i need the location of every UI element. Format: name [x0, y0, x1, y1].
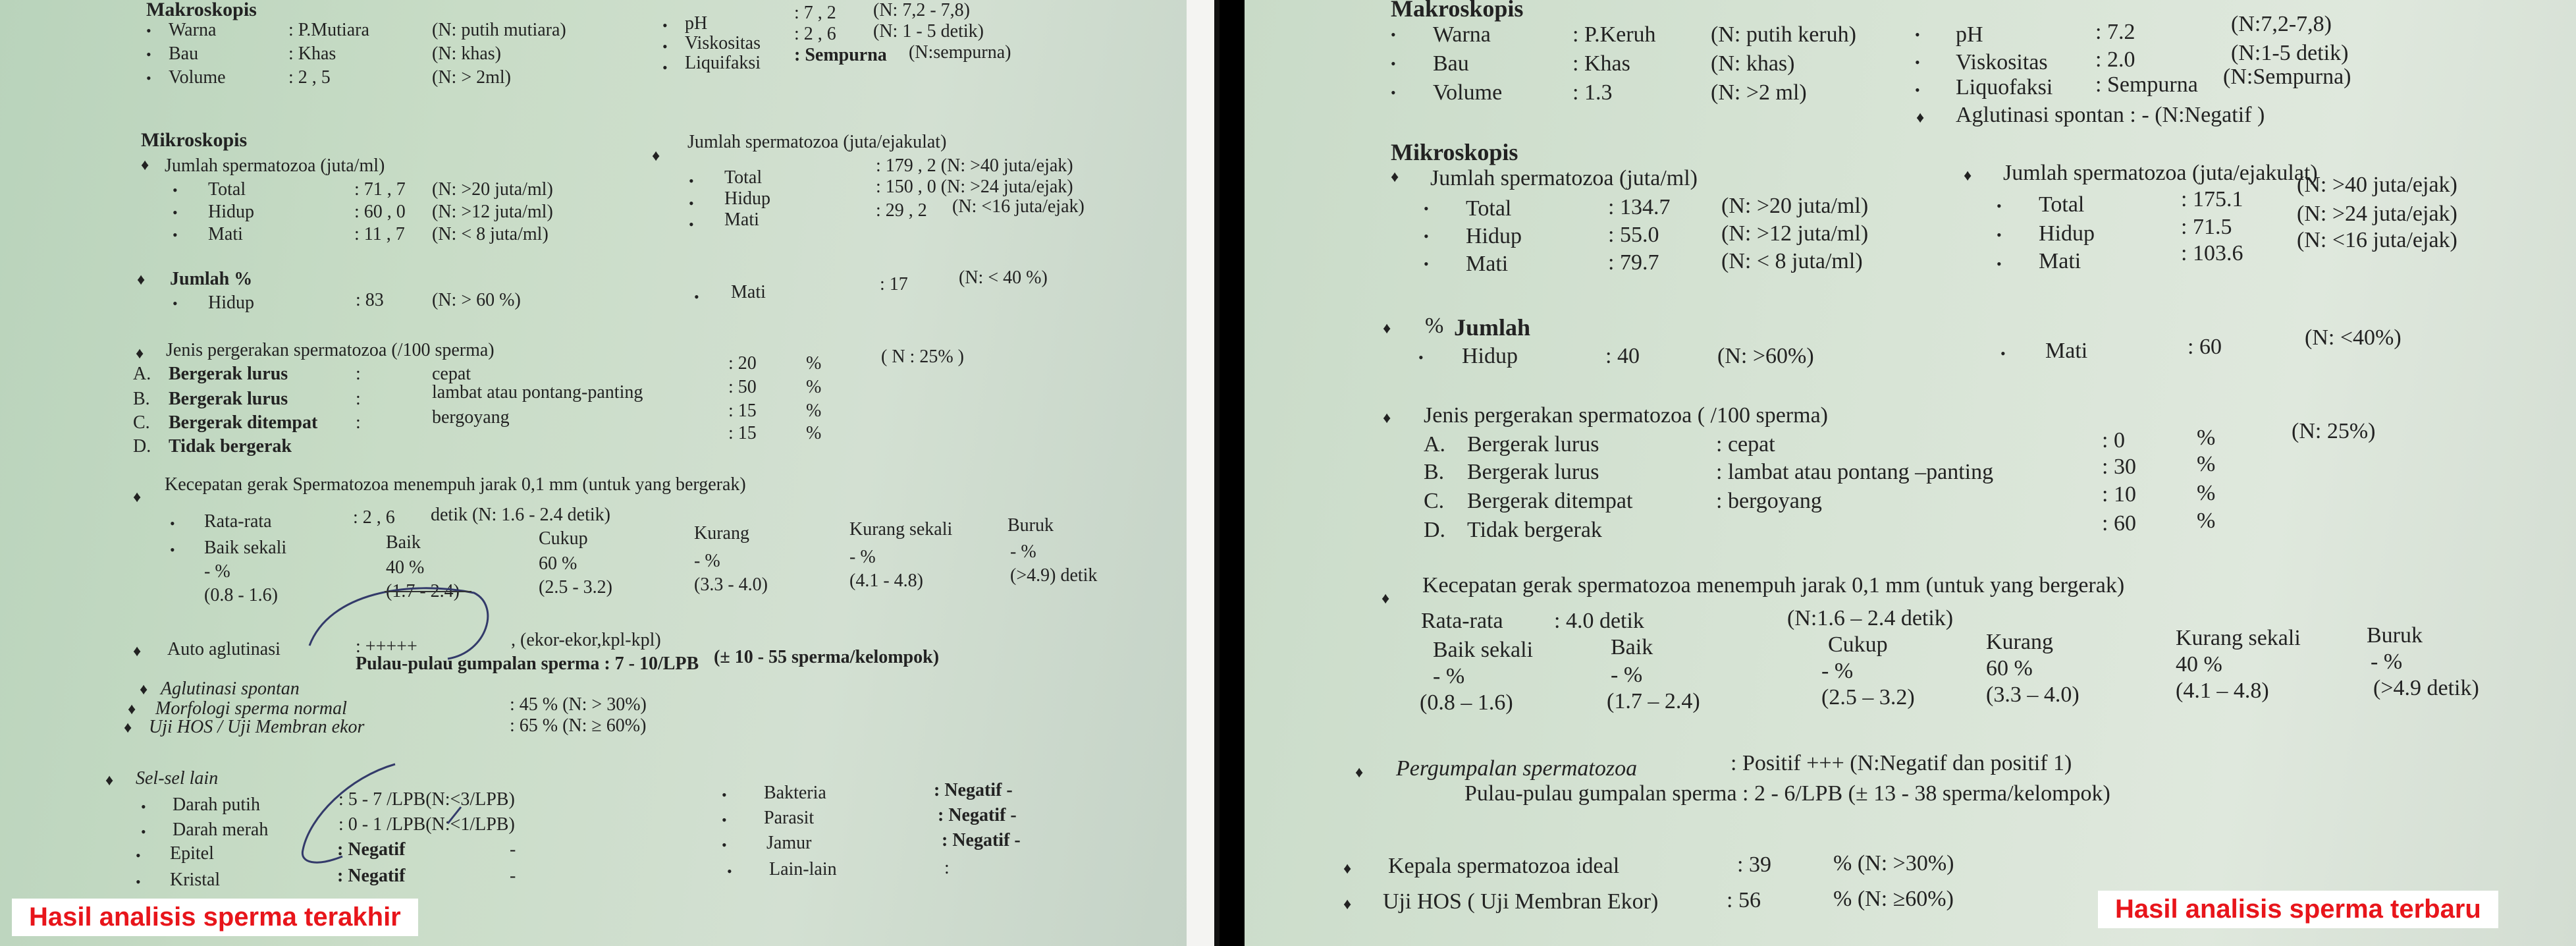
normal-mati-ejak: (N: <16 juta/ejak)	[2297, 228, 2457, 252]
diamond-bullet-icon: ♦	[124, 719, 132, 737]
kecepatan-header: Baik sekali	[204, 538, 287, 558]
row-letter: B.	[1424, 460, 1445, 484]
value-bakteria: : Negatif -	[934, 780, 1013, 800]
value-mati-persen: : 17	[880, 274, 908, 294]
normal-mati-ml: (N: < 8 juta/ml)	[432, 224, 549, 244]
kecepatan-range: (4.1 – 4.8)	[2176, 679, 2269, 703]
label-total-ml: Total	[208, 179, 246, 200]
kecepatan-value: - %	[1010, 542, 1036, 562]
value-hidup-persen: : 40	[1605, 344, 1640, 368]
normal-rata-rata: detik (N: 1.6 - 2.4 detik)	[431, 505, 610, 525]
row-colon: :	[356, 412, 361, 433]
label-pergumpalan: Pergumpalan spermatozoa	[1396, 756, 1638, 781]
row-letter: C.	[1424, 489, 1445, 513]
normal-mati-persen: (N: < 40 %)	[959, 267, 1048, 288]
label-rata-rata: Rata-rata	[204, 511, 272, 532]
kecepatan-range: (4.1 - 4.8)	[849, 570, 923, 591]
row-letter: B.	[133, 389, 150, 409]
kecepatan-header: Cukup	[539, 528, 588, 549]
bullet-icon: •	[727, 863, 732, 879]
diamond-bullet-icon: ♦	[1383, 410, 1391, 427]
label-bau: Bau	[1433, 51, 1469, 76]
diamond-bullet-icon: ♦	[105, 772, 114, 789]
row-letter: A.	[133, 364, 151, 384]
value-jamur: : Negatif -	[942, 830, 1021, 850]
bullet-icon: •	[1418, 349, 1424, 366]
value-kristal-dash: -	[510, 866, 516, 886]
diamond-bullet-icon: ♦	[141, 157, 149, 174]
kecepatan-header: Buruk	[2367, 623, 2423, 648]
row-desc: : bergoyang	[1716, 489, 1822, 513]
value-mati-ejak: : 103.6	[2181, 241, 2243, 265]
value-parasit: : Negatif -	[938, 805, 1017, 825]
row-name: Bergerak lurus	[169, 389, 288, 409]
value-mati-ejak: : 29 , 2	[876, 200, 927, 221]
normal-bau: (N: khas)	[1711, 51, 1795, 76]
value-ph: : 7 , 2	[794, 3, 836, 23]
heading-jumlah-per-ml: Jumlah spermatozoa (juta/ml)	[165, 155, 385, 176]
row-name: Bergerak ditempat	[1467, 489, 1633, 513]
kecepatan-range: (>4.9) detik	[1010, 565, 1098, 586]
value-ph: : 7.2	[2095, 20, 2135, 44]
normal-uji-hos: % (N: ≥60%)	[1833, 887, 1954, 911]
bullet-icon: •	[141, 798, 146, 815]
kecepatan-header: Buruk	[1007, 515, 1054, 536]
value-hidup-ejak: : 150 , 0 (N: >24 juta/ejak)	[876, 177, 1073, 197]
label-ph: pH	[1956, 22, 1983, 47]
kecepatan-header: Baik sekali	[1433, 638, 1534, 662]
bullet-icon: •	[1424, 200, 1429, 217]
value-viskositas: : 2 , 6	[794, 24, 836, 44]
note-pulau-gumpalan: (± 10 - 55 sperma/kelompok)	[714, 647, 940, 667]
normal-warna: (N: putih mutiara)	[432, 20, 566, 40]
normal-total-ml: (N: >20 juta/ml)	[1721, 194, 1869, 218]
bullet-icon: •	[662, 38, 668, 55]
label-hidup-ml: Hidup	[208, 202, 254, 222]
row-desc: : cepat	[1716, 432, 1775, 457]
row-value: : 30	[2102, 455, 2136, 479]
value-darah-merah: : 0 - 1 /LPB(N:<1/LPB)	[338, 814, 515, 835]
row-value: : 15	[728, 423, 757, 443]
value-warna: : P.Keruh	[1572, 22, 1656, 47]
value-auto-aglutinasi: : +++++	[356, 636, 417, 657]
row-percent: %	[806, 401, 822, 421]
bullet-icon: •	[1915, 54, 1920, 70]
panel-divider	[1187, 0, 1216, 946]
label-hidup-ejak: Hidup	[2039, 221, 2095, 246]
label-aglutinasi-spontan: Aglutinasi spontan	[161, 679, 300, 699]
note-auto-aglutinasi: , (ekor-ekor,kpl-kpl)	[511, 630, 661, 650]
label-jamur: Jamur	[766, 833, 812, 853]
value-mati-ml: : 79.7	[1608, 250, 1659, 275]
row-percent: %	[2197, 426, 2216, 450]
value-epitel-dash: -	[510, 839, 516, 860]
left-report-photo	[0, 0, 1187, 946]
normal-hidup-ejak: (N: >24 juta/ejak)	[2297, 202, 2457, 226]
label-hidup-persen: Hidup	[1462, 344, 1518, 368]
value-volume: : 2 , 5	[288, 67, 331, 88]
normal-kepala-ideal: % (N: >30%)	[1833, 851, 1954, 876]
row-value: : 50	[728, 377, 757, 397]
label-volume: Volume	[169, 67, 226, 88]
label-ph: pH	[685, 13, 708, 34]
heading-kecepatan-gerak: Kecepatan gerak spermatozoa menempuh jarak 0,1 mm (untuk yang bergerak)	[1422, 573, 2125, 598]
normal-hidup-persen: (N: > 60 %)	[432, 290, 521, 310]
diamond-bullet-icon: ♦	[1355, 764, 1364, 781]
value-mati-persen: : 60	[2187, 335, 2222, 359]
kecepatan-header: Baik	[386, 532, 421, 553]
row-desc: : lambat atau pontang –panting	[1716, 460, 1994, 484]
kecepatan-header: Kurang	[694, 523, 749, 543]
kecepatan-value: - %	[849, 547, 876, 567]
normal-liquofaksi: (N:Sempurna)	[2223, 65, 2351, 89]
label-uji-hos: Uji HOS / Uji Membran ekor	[149, 717, 365, 737]
label-warna: Warna	[169, 20, 217, 40]
row-value: : 20	[728, 353, 757, 374]
row-percent: %	[2197, 452, 2216, 476]
value-liquofaksi: : Sempurna	[2095, 72, 2198, 97]
row-name: Bergerak lurus	[169, 364, 288, 384]
label-parasit: Parasit	[764, 808, 815, 828]
value-aglutinasi-spontan: Aglutinasi spontan : - (N:Negatif )	[1956, 103, 2265, 127]
bullet-icon: •	[173, 204, 178, 221]
bullet-icon: •	[146, 46, 151, 63]
kecepatan-range: (3.3 – 4.0)	[1986, 682, 2080, 707]
kecepatan-value: 40 %	[2176, 652, 2222, 677]
label-rata-rata: Rata-rata	[1421, 609, 1503, 633]
bullet-icon: •	[136, 874, 141, 890]
normal-mati-ml: (N: < 8 juta/ml)	[1721, 249, 1863, 273]
kecepatan-range: (2.5 – 3.2)	[1821, 685, 1915, 710]
value-epitel: : Negatif	[337, 839, 406, 860]
value-lain-lain: :	[944, 858, 950, 878]
normal-liquifaksi: (N:sempurna)	[909, 42, 1011, 63]
normal-ph: (N:7,2-7,8)	[2231, 12, 2332, 36]
normal-volume: (N: > 2ml)	[432, 67, 511, 88]
label-volume: Volume	[1433, 80, 1503, 105]
heading-kecepatan-gerak: Kecepatan gerak Spermatozoa menempuh jarak 0,1 mm (untuk yang bergerak)	[165, 474, 746, 495]
bullet-icon: •	[141, 823, 146, 840]
kecepatan-value: - %	[204, 561, 230, 582]
row-desc: cepat	[432, 364, 471, 384]
row-name: Tidak bergerak	[169, 436, 292, 457]
bullet-icon: •	[173, 227, 178, 243]
kecepatan-value: 40 %	[386, 557, 425, 578]
row-desc: lambat atau pontang-panting	[432, 382, 643, 403]
label-hidup-ml: Hidup	[1466, 224, 1522, 248]
kecepatan-value: - %	[1433, 664, 1465, 688]
caption-label: Hasil analisis sperma terbaru	[2098, 891, 2498, 928]
bullet-icon: •	[1997, 256, 2002, 272]
heading-jumlah-per-ejakulat: Jumlah spermatozoa (juta/ejakulat)	[687, 132, 947, 152]
kecepatan-header: Kurang sekali	[2176, 626, 2301, 650]
section-title-mikroskopis: Mikroskopis	[141, 129, 248, 151]
value-total-ml: : 134.7	[1608, 195, 1671, 219]
heading-jumlah-persen: Jumlah	[1454, 314, 1531, 341]
value-kristal: : Negatif	[337, 866, 406, 886]
value-hidup-persen: : 83	[356, 290, 384, 310]
value-bau: : Khas	[288, 43, 336, 64]
bullet-icon: •	[1391, 84, 1396, 101]
value-darah-putih: : 5 - 7 /LPB(N:<3/LPB)	[338, 789, 515, 810]
row-normal: ( N : 25% )	[881, 347, 964, 367]
label-viskositas: Viskositas	[685, 33, 761, 53]
label-darah-merah: Darah merah	[173, 820, 269, 840]
kecepatan-value: 60 %	[539, 553, 577, 574]
bullet-icon: •	[689, 216, 694, 233]
diamond-bullet-icon: ♦	[1343, 896, 1352, 913]
bullet-icon: •	[722, 837, 727, 853]
value-total-ejak: : 175.1	[2181, 187, 2243, 211]
label-warna: Warna	[1433, 22, 1491, 47]
normal-mati-ejak: (N: <16 juta/ejak)	[952, 196, 1085, 217]
normal-hidup-persen: (N: >60%)	[1717, 344, 1814, 368]
label-bau: Bau	[169, 43, 199, 64]
normal-ph: (N: 7,2 - 7,8)	[873, 0, 970, 20]
bullet-icon: •	[1424, 228, 1429, 244]
value-total-ejak: : 179 , 2 (N: >40 juta/ejak)	[876, 155, 1073, 176]
row-percent: %	[806, 353, 822, 374]
normal-viskositas: (N: 1 - 5 detik)	[873, 21, 984, 42]
kecepatan-range: (0.8 - 1.6)	[204, 585, 278, 605]
value-kepala-ideal: : 39	[1737, 852, 1771, 877]
value-rata-rata: : 4.0 detik	[1554, 609, 1644, 633]
bullet-icon: •	[722, 812, 727, 828]
heading-jumlah-persen: Jumlah %	[170, 269, 253, 289]
section-title-makroskopis: Makroskopis	[1391, 0, 1524, 22]
value-total-ml: : 71 , 7	[354, 179, 406, 200]
label-liquifaksi: Liquifaksi	[685, 53, 761, 73]
bullet-icon: •	[170, 542, 175, 558]
bullet-icon: •	[1997, 227, 2002, 243]
kecepatan-header: Kurang	[1986, 630, 2053, 654]
kecepatan-range: (3.3 - 4.0)	[694, 574, 768, 595]
bullet-icon: •	[694, 289, 699, 305]
row-value: : 10	[2102, 482, 2136, 507]
row-letter: A.	[1424, 432, 1446, 457]
diamond-bullet-icon: ♦	[128, 701, 136, 718]
normal-warna: (N: putih keruh)	[1711, 22, 1856, 47]
value-mati-ml: : 11 , 7	[354, 224, 405, 244]
label-kepala-ideal: Kepala spermatozoa ideal	[1388, 854, 1620, 878]
label-mati-ejak: Mati	[724, 209, 759, 230]
diamond-bullet-icon: ♦	[1343, 860, 1352, 877]
diamond-bullet-icon: ♦	[137, 271, 146, 289]
kecepatan-range: (1.7 - 2.4)	[386, 581, 460, 601]
label-mati-persen: Mati	[731, 282, 766, 302]
label-liquofaksi: Liquofaksi	[1956, 75, 2053, 99]
bullet-icon: •	[146, 70, 151, 86]
heading-jumlah-per-ml: Jumlah spermatozoa (juta/ml)	[1430, 166, 1698, 190]
normal-hidup-ml: (N: >12 juta/ml)	[1721, 221, 1869, 246]
row-normal: (N: 25%)	[2292, 419, 2376, 443]
row-colon: :	[356, 364, 361, 384]
kecepatan-header: Kurang sekali	[849, 519, 953, 540]
diamond-bullet-icon: ♦	[1964, 167, 1972, 184]
normal-total-ml: (N: >20 juta/ml)	[432, 179, 553, 200]
label-lain-lain: Lain-lain	[769, 859, 837, 879]
bullet-icon: •	[146, 22, 151, 39]
heading-jumlah-per-ejakulat: Jumlah spermatozoa (juta/ejakulat)	[2003, 161, 2318, 185]
heading-jenis-pergerakan: Jenis pergerakan spermatozoa (/100 sperma)	[166, 340, 495, 360]
value-pulau-gumpalan: Pulau-pulau gumpalan sperma : 7 - 10/LPB	[356, 654, 699, 674]
value-hidup-ml: : 55.0	[1608, 223, 1659, 247]
label-darah-putih: Darah putih	[173, 794, 260, 815]
bullet-icon: •	[689, 195, 694, 211]
row-percent: %	[2197, 481, 2216, 505]
bullet-icon: •	[1915, 26, 1920, 43]
diamond-bullet-icon: ♦	[1382, 590, 1390, 607]
bullet-icon: •	[1997, 198, 2002, 214]
heading-jumlah-persen-prefix: %	[1425, 314, 1444, 338]
row-value: : 60	[2102, 511, 2136, 536]
value-bau: : Khas	[1572, 51, 1630, 76]
value-pulau-gumpalan: Pulau-pulau gumpalan sperma : 2 - 6/LPB (± 13 - 38 sperma/kelompok)	[1464, 781, 2110, 806]
value-warna: : P.Mutiara	[288, 20, 369, 40]
normal-volume: (N: >2 ml)	[1711, 80, 1807, 105]
bullet-icon: •	[722, 787, 727, 803]
value-pergumpalan: : Positif +++ (N:Negatif dan positif 1)	[1731, 751, 2072, 775]
diamond-bullet-icon: ♦	[1383, 320, 1391, 337]
diamond-bullet-icon: ♦	[1916, 109, 1925, 126]
bullet-icon: •	[170, 515, 175, 532]
kecepatan-value: - %	[1611, 663, 1643, 687]
row-desc: bergoyang	[432, 407, 510, 428]
row-percent: %	[806, 377, 822, 397]
kecepatan-range: (0.8 – 1.6)	[1420, 690, 1513, 715]
value-rata-rata: : 2 , 6	[353, 507, 395, 528]
label-hidup-persen: Hidup	[208, 292, 254, 313]
normal-rata-rata: (N:1.6 – 2.4 detik)	[1787, 606, 1954, 630]
diamond-bullet-icon: ♦	[136, 345, 144, 362]
kecepatan-range: (1.7 – 2.4)	[1607, 689, 1700, 713]
bullet-icon: •	[2000, 345, 2006, 362]
label-viskositas: Viskositas	[1956, 50, 2048, 74]
kecepatan-header: Cukup	[1828, 632, 1888, 657]
heading-jenis-pergerakan: Jenis pergerakan spermatozoa ( /100 sperma)	[1424, 403, 1828, 428]
normal-viskositas: (N:1-5 detik)	[2231, 41, 2349, 65]
row-letter: C.	[133, 412, 150, 433]
kecepatan-range: (>4.9 detik)	[2373, 676, 2479, 700]
row-percent: %	[2197, 509, 2216, 533]
kecepatan-value: - %	[694, 551, 720, 571]
kecepatan-value: - %	[1821, 659, 1854, 683]
value-morfologi: : 45 % (N: > 30%)	[510, 694, 647, 715]
diamond-bullet-icon: ♦	[1391, 169, 1399, 186]
bullet-icon: •	[662, 59, 668, 76]
kecepatan-value: 60 %	[1986, 656, 2033, 681]
row-name: Bergerak lurus	[1467, 460, 1599, 484]
bullet-icon: •	[689, 173, 694, 189]
label-morfologi: Morfologi sperma normal	[155, 698, 347, 719]
row-name: Tidak bergerak	[1467, 518, 1602, 542]
label-mati-ml: Mati	[1466, 252, 1509, 276]
bullet-icon: •	[1391, 55, 1396, 72]
kecepatan-value: - %	[2371, 650, 2403, 674]
bullet-icon: •	[173, 182, 178, 198]
bullet-icon: •	[1915, 82, 1920, 98]
label-hidup-ejak: Hidup	[724, 188, 770, 209]
bullet-icon: •	[136, 847, 141, 864]
diamond-bullet-icon: ♦	[652, 148, 660, 165]
normal-hidup-ml: (N: >12 juta/ml)	[432, 202, 553, 222]
caption-label: Hasil analisis sperma terakhir	[12, 899, 418, 936]
normal-total-ejak: (N: >40 juta/ejak)	[2297, 173, 2457, 197]
row-percent: %	[806, 423, 822, 443]
value-liquifaksi: : Sempurna	[794, 45, 887, 65]
normal-mati-persen: (N: <40%)	[2305, 325, 2402, 350]
row-name: Bergerak lurus	[1467, 432, 1599, 457]
label-kristal: Kristal	[170, 870, 221, 890]
section-title-makroskopis: Makroskopis	[146, 0, 257, 20]
diamond-bullet-icon: ♦	[140, 681, 148, 698]
kecepatan-header: Baik	[1611, 635, 1653, 659]
row-value: : 0	[2102, 428, 2125, 453]
label-mati-ejak: Mati	[2039, 249, 2081, 273]
bullet-icon: •	[662, 17, 668, 34]
kecepatan-range: (2.5 - 3.2)	[539, 577, 612, 598]
label-epitel: Epitel	[170, 843, 214, 864]
row-name: Bergerak ditempat	[169, 412, 318, 433]
value-uji-hos: : 56	[1727, 888, 1761, 912]
value-hidup-ejak: : 71.5	[2181, 215, 2232, 239]
row-letter: D.	[1424, 518, 1446, 542]
label-uji-hos: Uji HOS ( Uji Membran Ekor)	[1383, 889, 1659, 914]
normal-bau: (N: khas)	[432, 43, 501, 64]
label-auto-aglutinasi: Auto aglutinasi	[167, 639, 281, 659]
row-colon: :	[356, 389, 361, 409]
label-mati-persen: Mati	[2045, 339, 2088, 363]
value-uji-hos: : 65 % (N: ≥ 60%)	[510, 715, 647, 736]
value-volume: : 1.3	[1572, 80, 1613, 105]
section-title-mikroskopis: Mikroskopis	[1391, 139, 1518, 165]
right-report-photo	[1245, 0, 2576, 946]
bullet-icon: •	[1424, 256, 1429, 272]
label-total-ejak: Total	[2039, 192, 2085, 217]
diamond-bullet-icon: ♦	[133, 643, 142, 660]
value-hidup-ml: : 60 , 0	[354, 202, 406, 222]
label-mati-ml: Mati	[208, 224, 243, 244]
row-value: : 15	[728, 401, 757, 421]
row-letter: D.	[133, 436, 151, 457]
diamond-bullet-icon: ♦	[133, 489, 142, 506]
bullet-icon: •	[1391, 26, 1396, 43]
bullet-icon: •	[173, 295, 178, 312]
value-viskositas: : 2.0	[2095, 47, 2135, 72]
label-bakteria: Bakteria	[764, 783, 826, 803]
heading-sel-sel-lain: Sel-sel lain	[136, 768, 219, 789]
label-total-ejak: Total	[724, 167, 763, 188]
label-total-ml: Total	[1466, 196, 1512, 221]
